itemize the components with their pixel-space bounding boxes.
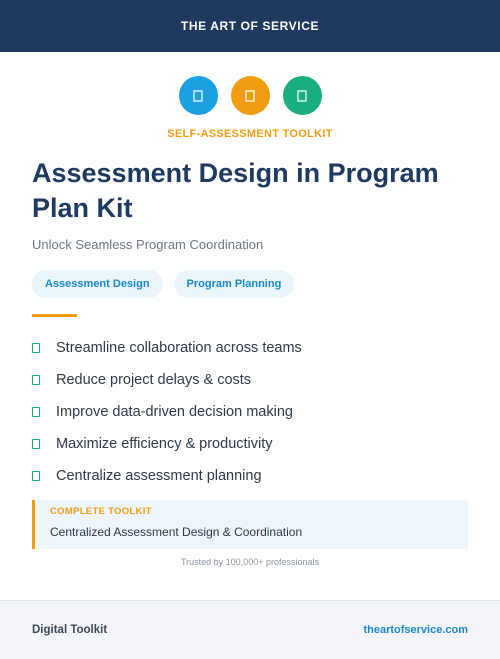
document-icon: [283, 76, 322, 115]
document-icon: [179, 76, 218, 115]
website-link[interactable]: theartofservice.com: [363, 624, 468, 636]
callout-label: COMPLETE TOOLKIT: [50, 506, 152, 517]
list-item: [32, 396, 472, 428]
kicker-label: SELF-ASSESSMENT TOOLKIT: [167, 128, 333, 140]
checkbox-icon: [32, 471, 40, 481]
brand-name: THE ART OF SERVICE: [180, 19, 320, 33]
feature-text: Centralize assessment planning: [56, 468, 262, 484]
trust-note: Trusted by 100,000+ professionals: [180, 557, 319, 567]
feature-text: Streamline collaboration across teams: [56, 340, 302, 356]
feature-text: Maximize efficiency & productivity: [56, 436, 273, 452]
page-title: Assessment Design in Program Plan Kit: [32, 158, 439, 223]
feature-list: [32, 332, 472, 492]
feature-text: Reduce project delays & costs: [56, 372, 252, 388]
tag-program-planning: Program Planning: [174, 270, 295, 298]
list-item: [32, 428, 472, 460]
subtitle: Unlock Seamless Program Coordination: [32, 237, 264, 252]
footer-bar: [0, 600, 500, 659]
checkbox-icon: [32, 343, 40, 353]
checkbox-icon: [32, 407, 40, 417]
accent-divider: [32, 314, 77, 317]
checkbox-icon: [32, 375, 40, 385]
footer-label: Digital Toolkit: [32, 624, 108, 636]
tag-assessment-design: Assessment Design: [32, 270, 163, 298]
list-item: [32, 332, 472, 364]
document-icon: [231, 76, 270, 115]
header-bar: [0, 0, 500, 52]
callout-text: Centralized Assessment Design & Coordination: [50, 525, 303, 539]
checkbox-icon: [32, 439, 40, 449]
feature-text: Improve data-driven decision making: [56, 404, 293, 420]
list-item: [32, 460, 472, 492]
tag-list: [32, 270, 294, 298]
list-item: [32, 364, 472, 396]
icon-row: [0, 76, 500, 115]
toolkit-callout: [32, 500, 468, 549]
